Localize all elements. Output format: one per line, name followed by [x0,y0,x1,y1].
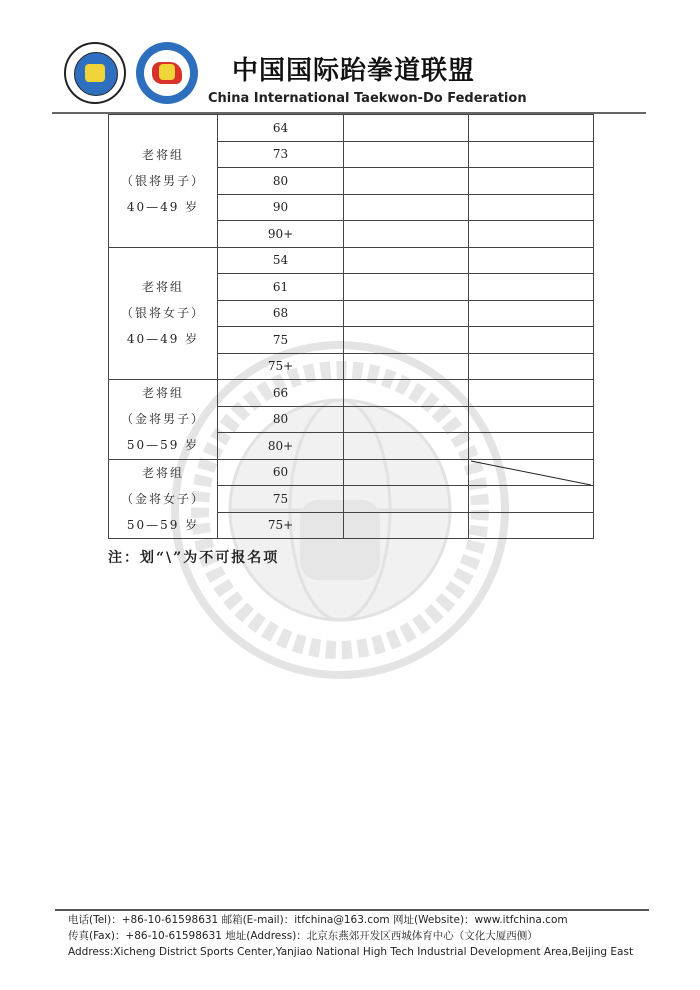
entry-cell[interactable] [344,433,469,460]
entry-cell[interactable] [344,141,469,168]
weight-cell: 75 [218,486,344,513]
group-cell [109,380,218,460]
entry-cell[interactable] [344,115,469,142]
entry-cell[interactable] [344,486,469,513]
footer-address-en: Address:Xicheng District Sports Center,Yanjiao National High Tech Industrial Development Area,Beijing East [68,946,634,958]
strike-line [469,460,593,486]
group-label-line: 50—59 岁 [126,517,200,532]
table-row [109,380,594,407]
entry-cell[interactable] [344,353,469,380]
group-label-line: （银将男子） [120,173,205,188]
entry-cell[interactable] [469,459,594,486]
weight-cell: 64 [218,115,344,142]
table-row [109,115,594,142]
entry-cell[interactable] [344,194,469,221]
entry-cell[interactable] [469,512,594,539]
entry-cell[interactable] [469,486,594,513]
note-text: 注：划“\”为不可报名项 [108,550,280,566]
table-row [109,459,594,486]
entry-cell[interactable] [469,274,594,301]
entry-cell[interactable] [469,300,594,327]
entry-cell[interactable] [344,300,469,327]
weight-cell: 90 [218,194,344,221]
group-cell [109,459,218,539]
page-title: 中国国际跆拳道联盟 [232,56,476,86]
group-label-line: （金将男子） [120,412,205,427]
entry-cell[interactable] [469,141,594,168]
entry-cell[interactable] [344,406,469,433]
group-label-line: 老将组 [141,465,184,480]
group-label-line: 老将组 [141,386,184,401]
entry-cell[interactable] [469,194,594,221]
entry-cell[interactable] [344,168,469,195]
entry-cell[interactable] [469,168,594,195]
entry-cell[interactable] [344,221,469,248]
entry-cell[interactable] [469,380,594,407]
weight-cell: 75+ [218,512,344,539]
entry-cell[interactable] [469,327,594,354]
group-cell [109,247,218,380]
weight-cell: 80+ [218,433,344,460]
entry-cell[interactable] [469,406,594,433]
entry-cell[interactable] [469,221,594,248]
footer-divider [55,909,649,911]
weight-cell: 61 [218,274,344,301]
entry-cell[interactable] [469,433,594,460]
weight-cell: 54 [218,247,344,274]
itf-logo [64,42,126,104]
entry-cell[interactable] [469,353,594,380]
group-cell [109,115,218,248]
weight-cell: 80 [218,168,344,195]
footer-fax-address: 传真(Fax)：+86-10-61598631 地址(Address)：北京东燕郊开发区西城体育中心（文化大厦西侧） [68,930,538,942]
group-label-line: （银将女子） [120,306,205,321]
weight-cell: 66 [218,380,344,407]
entry-cell[interactable] [344,327,469,354]
entry-cell[interactable] [344,274,469,301]
group-label-line: 老将组 [141,280,184,295]
weight-cell: 75 [218,327,344,354]
entry-cell[interactable] [344,459,469,486]
group-label-line: （金将女子） [120,491,205,506]
group-label-line: 40—49 岁 [126,199,200,214]
entry-cell[interactable] [344,380,469,407]
weight-cell: 60 [218,459,344,486]
weight-cell: 68 [218,300,344,327]
weight-cell: 73 [218,141,344,168]
group-label-line: 50—59 岁 [126,438,200,453]
footer-contact: 电话(Tel)：+86-10-61598631 邮箱(E-mail)：itfchina@163.com 网址(Website)：www.itfchina.com [68,914,568,926]
weight-cell: 90+ [218,221,344,248]
fist-icon [159,64,175,80]
entry-cell[interactable] [344,247,469,274]
entry-cell[interactable] [469,247,594,274]
page-subtitle: China International Taekwon-Do Federation [208,91,527,106]
fist-icon [85,64,105,82]
group-label-line: 40—49 岁 [126,332,200,347]
entry-cell[interactable] [469,115,594,142]
weight-cell: 80 [218,406,344,433]
entry-cell[interactable] [344,512,469,539]
registration-table [108,114,594,539]
weight-cell: 75+ [218,353,344,380]
citf-logo [136,42,198,104]
group-label-line: 老将组 [141,147,184,162]
table-row [109,247,594,274]
